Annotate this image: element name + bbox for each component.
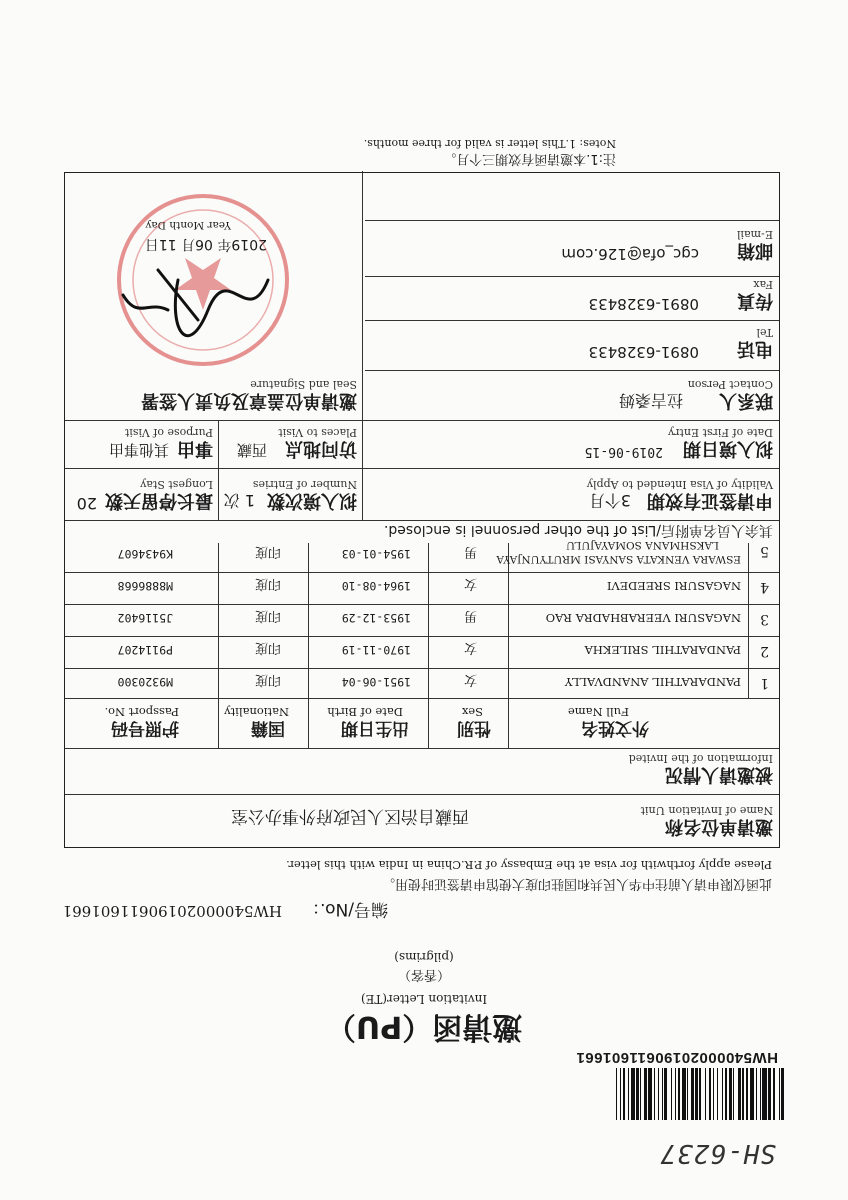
- longest-stay-value: 20: [76, 494, 97, 513]
- header-full-name-en: Full Name: [567, 705, 629, 719]
- tel-value: 0891-6328433: [588, 343, 699, 361]
- sign-date: 2019年 06月 11日: [144, 236, 267, 252]
- seal-label: 邀请单位盖章及负责人签署: [141, 390, 357, 411]
- serial-label: 编号/No.：: [303, 899, 388, 919]
- intro-cn: 此函仅限申请人前往中华人民共和国驻印度大使馆申请签证时使用。: [381, 876, 772, 891]
- fax-value: 0891-6328433: [588, 295, 699, 313]
- invitee-nationality: 印度: [254, 608, 281, 623]
- intro-en: Please apply forthwith for visa at the Embassy of P.R.China in India with this letter.: [286, 858, 772, 872]
- notes-en: Notes: 1.This letter is valid for three months.: [363, 137, 616, 150]
- signature: [108, 250, 288, 350]
- invitee-dob: 1964-08-10: [341, 579, 411, 593]
- header-full-name: 外文姓名: [581, 718, 649, 738]
- invited-info-label-en: Information of the Invited: [628, 752, 773, 765]
- purpose-label: 事由: [177, 438, 213, 459]
- visa-validity-label: 申请签证有效期: [647, 490, 773, 511]
- fax-label: 传真: [737, 290, 773, 311]
- letter-title: 邀请函（PU）: [325, 1009, 523, 1044]
- serial-number: HW54000020190611601661: [62, 902, 282, 920]
- header-dob: 出生日期: [341, 718, 409, 738]
- invitee-nationality: 印度: [254, 640, 281, 655]
- contact-label: 联系人: [719, 390, 773, 411]
- fax-label-en: Fax: [753, 278, 773, 291]
- inviting-unit-label-en: Name of Invitation Unit: [640, 804, 773, 817]
- purpose-label-en: Purpose of Visit: [124, 426, 213, 439]
- contact-label-en: Contact Person: [687, 378, 773, 391]
- invitee-name: NAGASURI VEERABHADRA RAO: [545, 611, 741, 625]
- header-dob-en: Date of Birth: [327, 705, 403, 719]
- invitee-nationality: 印度: [254, 672, 281, 687]
- first-entry-value: 2019-06-15: [584, 444, 663, 459]
- places-label-en: Places to Visit: [278, 426, 357, 439]
- invitee-sex: 男: [463, 544, 477, 559]
- first-entry-label-en: Date of First Entry: [668, 426, 773, 439]
- places-label: 访问地点: [285, 438, 357, 459]
- inviting-unit-label: 邀请单位名称: [665, 816, 773, 837]
- invitee-dob: 1970-11-19: [341, 643, 411, 657]
- invitee-nationality: 印度: [254, 544, 281, 559]
- invitee-dob: 1954-01-03: [341, 547, 411, 561]
- subtitle-cn: （香客）: [398, 967, 451, 982]
- invitee-passport: P9114207: [117, 643, 173, 657]
- invitation-table: 邀请单位名称 Name of Invitation Unit 西藏自治区人民政府外事办公室 被邀请人情况 Information of the Invited 外文姓名 Full Name 性别 Sex 出生日期 Date of Birth 国籍 Nationality 护照号码 Passport No. 1 PANDARATHIL ANANDVALLY 女 1951-06-04 印度 M9320300 2 PANDARATHIL SRILEKHA 女 1970-11-19 印度 P9114207 3 NAGASURI VEERABHADRA RAO 男 1953-12-29 印度 J5116402 4 NAGASURI SREEDEVI 女 1964-08-10 印度 M8886668 5 ESWARA VENKATA SANYASI MRUTYUNJAYA LAKSHMANA SOMAYAJULU 男 1954-01-03 印度 K9434607 其余人员名单附后/List of the other personnel is enclosed. 申请签证有效期 Validity of Visa Intended to Apply 3个月 拟入境次数 Number of Entries 1 次 最长停留天数 Longest Stay 20 拟入境日期 Date of First Entry 2019-06-15 访问地点 Places to Visit 西藏 事由 Purpose of Visit 其他事由 联系人 Contact Person 拉吉桑姆 邀请单位盖章及负责人签署 Seal and Signature 电话 Tel 0891-6328433 传真 Fax 0891-6328433 邮箱 E-mail cgc_ofa@126.com 2019年 06月 11日 Year Month Day: [64, 172, 780, 848]
- invitee-dob: 1953-12-29: [341, 611, 411, 625]
- subtitle-en: Invitation Letter(TE): [360, 992, 488, 1006]
- header-sex: 性别: [457, 718, 491, 738]
- handwritten-note: SH-6237: [659, 1138, 776, 1168]
- barcode: [514, 1068, 784, 1120]
- entries-label: 拟入境次数: [267, 490, 357, 511]
- invitee-sex: 男: [463, 608, 477, 623]
- invited-info-label: 被邀请人情况: [665, 764, 773, 785]
- invitee-name-line2: LAKSHMANA SOMAYAJULU: [566, 539, 719, 551]
- invitee-passport: M8886668: [117, 579, 173, 593]
- contact-value: 拉吉桑姆: [618, 391, 683, 410]
- email-label-en: E-mail: [737, 228, 773, 241]
- entries-value: 1 次: [223, 491, 255, 510]
- longest-stay-label: 最长停留天数: [105, 490, 213, 511]
- invitee-passport: K9434607: [117, 547, 173, 561]
- invitee-dob: 1951-06-04: [341, 675, 411, 689]
- seal-label-en: Seal and Signature: [250, 378, 357, 391]
- notes-cn: 注:1.本邀请函有效期三个月。: [443, 151, 616, 166]
- tel-label-en: Tel: [756, 326, 773, 339]
- invitee-name: PANDARATHIL SRILEKHA: [584, 643, 741, 657]
- entries-label-en: Number of Entries: [252, 478, 357, 491]
- invitee-sex: 女: [463, 640, 477, 655]
- invitee-name: PANDARATHIL ANANDVALLY: [564, 675, 741, 689]
- invitee-name: NAGASURI SREEDEVI: [606, 579, 741, 593]
- others-note: 其余人员名单附后/List of the other personnel is enclosed.: [383, 522, 773, 538]
- email-label: 邮箱: [737, 240, 773, 261]
- invitee-name: ESWARA VENKATA SANYASI MRUTYUNJAYA: [496, 553, 741, 565]
- barcode-number: HW54000020190611601661: [575, 1049, 778, 1066]
- header-nationality: 国籍: [251, 718, 285, 738]
- header-passport: 护照号码: [111, 718, 179, 738]
- first-entry-label: 拟入境日期: [683, 438, 773, 459]
- longest-stay-label-en: Longest Stay: [140, 478, 213, 491]
- header-nationality-en: Nationality: [224, 705, 289, 719]
- invitee-sex: 女: [463, 576, 477, 591]
- invitee-passport: M9320300: [117, 675, 173, 689]
- invitee-passport: J5116402: [117, 611, 173, 625]
- purpose-value: 其他事由: [108, 441, 169, 459]
- sign-date-label: Year Month Day: [145, 219, 231, 231]
- tel-label: 电话: [737, 338, 773, 359]
- visa-validity-value: 3个月: [588, 491, 631, 510]
- header-passport-en: Passport No.: [104, 705, 179, 719]
- email-value: cgc_ofa@126.com: [561, 245, 699, 263]
- header-sex-en: Sex: [461, 705, 483, 719]
- subtitle-note: (pilgrims): [394, 950, 454, 964]
- places-value: 西藏: [236, 441, 267, 459]
- invitee-sex: 女: [463, 672, 477, 687]
- invitee-nationality: 印度: [254, 576, 281, 591]
- inviting-unit-value: 西藏自治区人民政府外事办公室: [231, 806, 469, 826]
- visa-validity-label-en: Validity of Visa Intended to Apply: [586, 478, 773, 491]
